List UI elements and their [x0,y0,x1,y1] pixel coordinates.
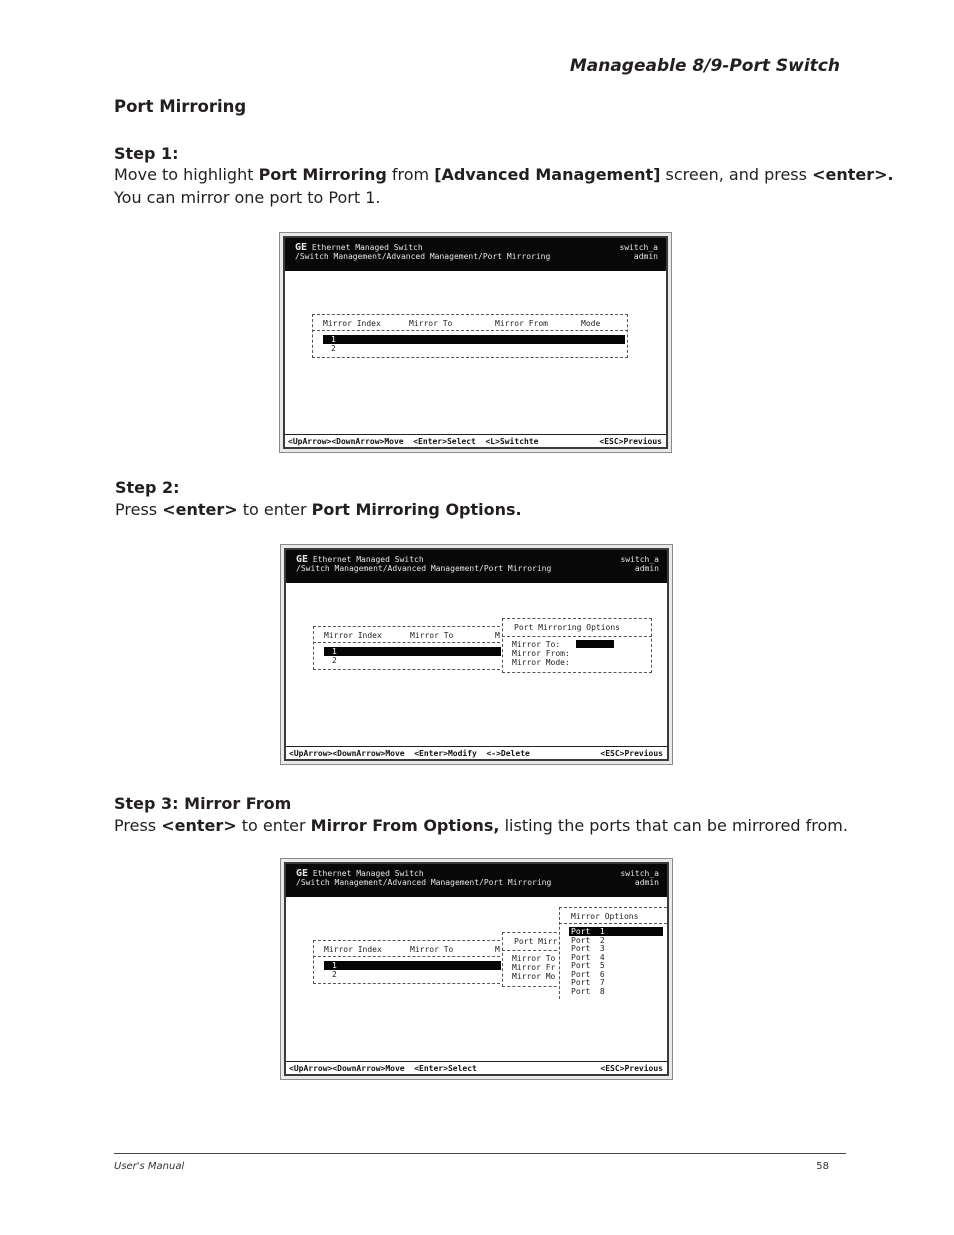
bold-text-run: Port Mirroring Options. [311,500,522,519]
step-1-line-1 [114,163,894,186]
text-run: listing the ports that can be mirrored from. [499,816,848,835]
table-row-index-1: 1 [332,961,337,970]
table-divider [312,330,628,331]
footer-rule [114,1153,846,1154]
column-header-mirror-index: Mirror Index [324,631,382,640]
bold-text-run: <enter> [161,816,237,835]
terminal-screen [284,548,669,761]
terminal-footer [286,1061,667,1074]
port-option-4[interactable]: Port 4 [571,952,605,962]
port-mirroring-options-title-cut: Port Mirr [514,937,558,946]
key-hints: <UpArrow><DownArrow>Move <Enter>Modify <->Delete [289,749,530,758]
table-row-index-1: 1 [331,335,336,344]
terminal-screenshot-2 [280,544,673,765]
brand-logo: GE [296,868,309,879]
hostname: switch_a [620,869,659,878]
menu-path: /Switch Management/Advanced Management/Port Mirroring [295,252,551,261]
mirror-options-divider [559,923,667,924]
terminal-footer [285,434,666,447]
column-header-mode: Mode [581,319,601,328]
terminal-header [285,238,666,271]
port-option-1[interactable]: Port 1 [571,927,605,936]
table-row-selected[interactable] [324,961,501,970]
popup-divider [502,636,652,637]
table-row-selected[interactable] [324,647,501,656]
mirror-to-value-field[interactable] [576,640,614,648]
brand-logo: GE [295,242,308,253]
menu-path: /Switch Management/Advanced Management/Port Mirroring [296,878,552,887]
bold-text-run: <enter>. [812,165,894,184]
terminal-header [286,864,667,897]
column-header-mirror-index: Mirror Index [324,945,382,954]
column-header-mirror-index: Mirror Index [323,319,381,328]
port-option-5[interactable]: Port 5 [571,961,605,970]
esc-previous-hint: <ESC>Previous [599,437,662,446]
column-header-mirror-to: Mirror To [409,319,453,328]
option-mirror-from[interactable]: Mirror From: [512,649,570,658]
key-hints: <UpArrow><DownArrow>Move <Enter>Select [289,1064,477,1073]
step-2-text [115,498,522,521]
running-title: Manageable 8/9-Port Switch [569,56,840,76]
bold-text-run: Port Mirroring [258,165,387,184]
mirror-options-title: Mirror Options [571,912,639,921]
text-run: screen, and press [660,165,813,184]
text-run: Press [114,816,162,835]
port-mirroring-options-title: Port Mirroring Options [514,623,620,632]
popup-divider [502,950,562,951]
column-header-mode-cut: M [495,631,500,640]
page-number: 58 [816,1161,829,1172]
step-3-heading: Step 3: Mirror From [114,794,292,813]
terminal-footer [286,746,667,759]
step-2-line-1 [115,498,522,521]
terminal-screen [283,236,668,449]
brand-logo: GE [296,554,309,565]
bold-text-run: <enter> [162,500,238,519]
text-run: Move to highlight [114,165,259,184]
hostname: switch_a [619,243,658,252]
port-option-2[interactable]: Port 2 [571,935,605,945]
step-1-line-2 [114,186,894,209]
port-option-6[interactable]: Port 6 [571,969,605,979]
port-option-7[interactable]: Port 7 [571,978,605,987]
port-option-3[interactable]: Port 3 [571,944,605,953]
esc-previous-hint: <ESC>Previous [600,1064,663,1073]
table-row-index-2[interactable]: 2 [332,656,337,665]
table-row-selected[interactable] [323,335,625,344]
column-header-mirror-to: Mirror To [410,631,454,640]
table-divider [313,642,505,643]
bold-text-run: [Advanced Management] [434,165,661,184]
option-mirror-from-cut: Mirror Fr [512,963,556,972]
table-divider [313,956,505,957]
table-row-index-2[interactable]: 2 [331,344,336,353]
esc-previous-hint: <ESC>Previous [600,749,663,758]
product-name: Ethernet Managed Switch [307,243,423,252]
step-1-heading: Step 1: [114,144,179,163]
option-mirror-to[interactable]: Mirror To: [512,640,561,649]
column-header-mirror-from: Mirror From [495,319,548,328]
text-run: to enter [236,816,311,835]
user-name: admin [633,252,658,261]
terminal-screenshot-1 [279,232,672,453]
user-name: admin [634,878,659,887]
step-3-line-1 [114,814,848,837]
column-header-mode-cut: M [495,945,500,954]
step-3-text [114,814,848,837]
footer-manual-title: User's Manual [114,1161,185,1172]
section-title: Port Mirroring [114,97,247,116]
step-1-text [114,163,894,209]
text-run: to enter [237,500,312,519]
option-mirror-to-cut: Mirror To [512,954,556,963]
terminal-header [286,550,667,583]
table-row-index-2[interactable]: 2 [332,970,337,979]
bold-text-run: Mirror From Options, [310,816,500,835]
option-mirror-mode-cut: Mirror Mo [512,972,556,981]
text-run: from [386,165,435,184]
key-hints: <UpArrow><DownArrow>Move <Enter>Select <L>Switchte [288,437,539,446]
table-row-index-1: 1 [332,647,337,656]
option-mirror-mode[interactable]: Mirror Mode: [512,658,570,667]
port-option-8[interactable]: Port 8 [571,986,605,996]
product-name: Ethernet Managed Switch [308,555,424,564]
product-name: Ethernet Managed Switch [308,869,424,878]
menu-path: /Switch Management/Advanced Management/Port Mirroring [296,564,552,573]
column-header-mirror-to: Mirror To [410,945,454,954]
step-2-heading: Step 2: [115,478,180,497]
terminal-screen [284,862,669,1076]
terminal-screenshot-3 [280,858,673,1080]
text-run: You can mirror one port to Port 1. [114,188,381,207]
user-name: admin [634,564,659,573]
hostname: switch_a [620,555,659,564]
text-run: Press [115,500,163,519]
